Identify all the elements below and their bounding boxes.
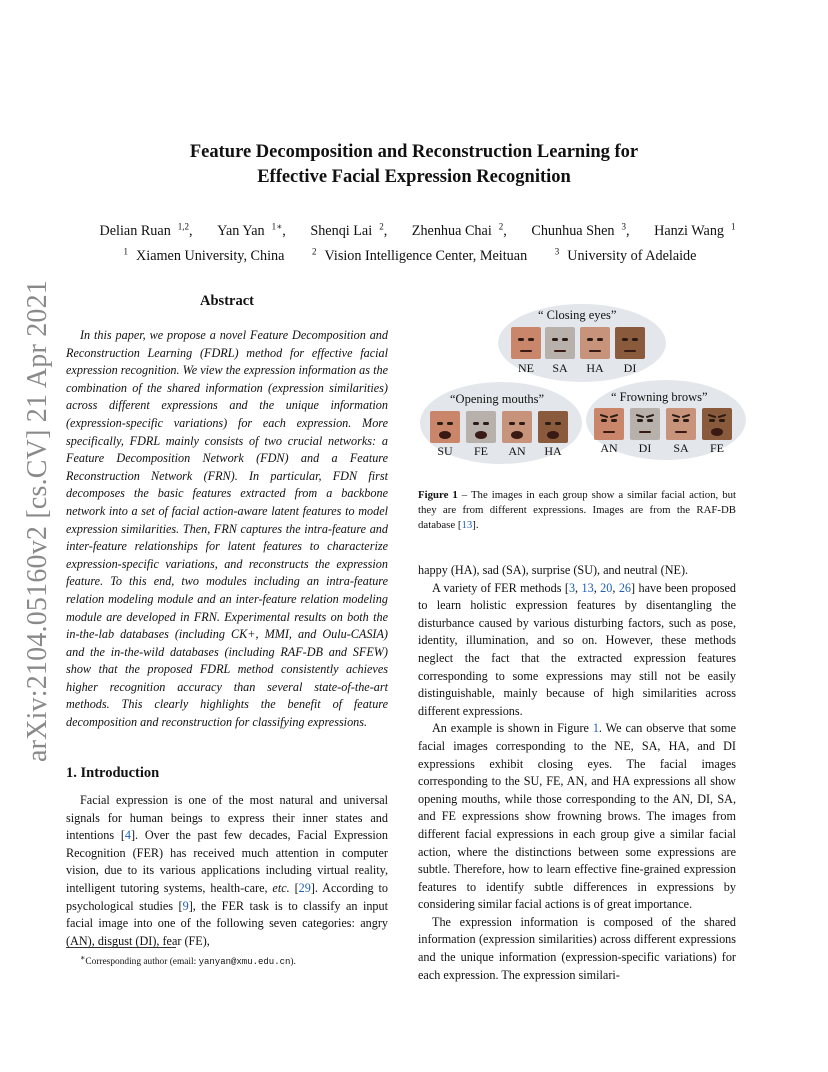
right-column-text — [418, 562, 736, 984]
expression-label: HA — [544, 444, 562, 458]
paragraph: A variety of FER methods [3, 13, 20, 26] have been proposed to learn holistic expression features by disentangling the disturbance caused by various disturbing factors, such as pose, identity, illumination, and so on. However, these methods neglect the fact that the extracted expression features corresponding to some expressions may still not be easily distinguishable, mainly because of high similarities across different expressions. — [418, 580, 737, 718]
citation-link[interactable]: 26 — [618, 580, 631, 595]
author: Hanzi Wang $^1$ — [654, 221, 736, 239]
expression-label: SU — [437, 444, 453, 458]
citation-link[interactable]: 29 — [298, 880, 311, 895]
affiliations — [60, 242, 768, 268]
expression-label: AN — [508, 444, 526, 458]
author-names — [60, 216, 768, 242]
face-image — [702, 408, 732, 440]
expression-label: FE — [473, 444, 488, 458]
face-image — [545, 327, 575, 359]
expression-label: HA — [586, 361, 604, 375]
footnote-divider — [66, 947, 176, 948]
title-line-1: Feature Decomposition and Reconstruction Learning for — [189, 142, 639, 162]
citation-link[interactable]: 3 — [568, 580, 576, 595]
intro-paragraph: Facial expression is one of the most natural and universal signals for human beings to express their inner states and intentions [4]. Over the past few decades, Facial Expression Recognition (FER) has received much attention in computer vision, due to its various applications including virtual reality, intelligent tutoring systems, health-care, etc. [29]. According to psychological studies [9], the FER task is to classify an input facial image into one of the following seven categories: angry (AN), disgust (DI), fear (FE), — [66, 793, 388, 948]
expression-label: SA — [552, 361, 568, 375]
face-image — [594, 408, 624, 440]
author: Shenqi Lai $^2$, — [310, 221, 388, 239]
paragraph: The expression information is composed of the shared information (expression similarities) across different expressions and the unique information (expression-specific variations) for each expression. The expression similari- — [418, 914, 736, 982]
face-image — [466, 411, 496, 443]
author: Delian Ruan $^{1,2}$, — [99, 221, 193, 239]
group-label: “ Closing eyes” — [538, 308, 617, 322]
title-line-2: Effective Facial Expression Recognition — [257, 167, 571, 187]
author: Zhenhua Chai $^2$, — [411, 221, 507, 239]
expression-label: FE — [709, 441, 724, 455]
expression-label: NE — [518, 361, 534, 375]
citation-link[interactable]: 20 — [600, 580, 613, 595]
affiliation: $^1$ Xiamen University, China — [123, 246, 285, 265]
group-label: “ Frowning brows” — [611, 390, 708, 404]
author-block — [60, 216, 768, 267]
face-image — [666, 408, 696, 440]
citation-link[interactable]: 13 — [581, 580, 594, 595]
face-image — [511, 327, 541, 359]
abstract-text: In this paper, we propose a novel Feature Decomposition and Reconstruction Learning (FDRL) method for effective facial expression recognition. We view the expression information as the combination of the shared information (expression similarities) across different expressions and the unique information (expression-specific variations) for each expression. More specifically, FDRL mainly consists of two crucial networks: a Feature Decomposition Network (FDN) and a Feature Reconstruction Network (FRN). In particular, FDN first decomposes the basic features extracted from a backbone network into a set of facial action-aware latent features to model expression similarities. Then, FRN captures the intra-feature and inter-feature relationships for latent features to characterize expression-specific variations, and reconstructs the expression feature. To this end, two modules including an intra-feature relation modeling module and an inter-feature relation modeling module are developed in FRN. Experimental results on both the in-the-lab databases (including CK+, MMI, and Oulu-CASIA) and the in-the-wild databases (including RAF-DB and SFEW) show that the proposed FDRL method consistently achieves higher recognition accuracy than several state-of-the-art methods. This clearly highlights the benefit of feature decomposition and reconstruction for classifying expressions. — [66, 328, 388, 730]
face-image — [430, 411, 460, 443]
face-image — [502, 411, 532, 443]
paper-title — [100, 140, 728, 190]
figure-caption: Figure 1 – The images in each group show a similar facial action, but they are from different expressions. Images are from the RAF-DB database [13]. — [418, 489, 736, 531]
face-image — [538, 411, 568, 443]
affiliation: $^3$ University of Adelaide — [554, 246, 697, 265]
expression-label: DI — [638, 441, 652, 455]
expression-label: DI — [623, 361, 637, 375]
face-image — [630, 408, 660, 440]
expression-label: AN — [600, 441, 618, 455]
paragraph: An example is shown in Figure 1. We can observe that some facial images corresponding to the NE, SA, HA, and DI expressions exhibit closing eyes. The facial images corresponding to the SU, FE, AN, and HA expressions all show opening mouths, while those corresponding to the AN, DI, SA, and FE expressions show frowning brows. The images from different facial expressions in each group give a similar facial action, where the distinctions between some expressions are subtle. Therefore, how to learn effective fine-grained expression features to identify subtle differences in expressions by considering similar facial actions is of great importance. — [418, 721, 736, 912]
group-label: “Opening mouths” — [450, 392, 545, 406]
citation-link[interactable]: 4 — [124, 828, 131, 843]
figure-link[interactable]: 1 — [592, 721, 599, 736]
paragraph: happy (HA), sad (SA), surprise (SU), and neutral (NE). — [418, 563, 689, 577]
author: Yan Yan $^{1∗}$, — [217, 221, 286, 239]
abstract-heading: Abstract — [200, 293, 254, 309]
citation-link[interactable]: 9 — [182, 898, 189, 913]
figure-1 — [418, 300, 748, 480]
arxiv-side-label: arXiv:2104.05160v2 [cs.CV] 21 Apr 2021 — [22, 279, 54, 763]
affiliation: $^2$ Vision Intelligence Center, Meituan — [312, 246, 528, 265]
expression-label: SA — [673, 441, 689, 455]
footnote: ∗Corresponding author (email: yanyan@xmu.edu.cn). — [80, 953, 296, 968]
email: yanyan@xmu.edu.cn — [198, 957, 291, 968]
face-image — [615, 327, 645, 359]
citation-link[interactable]: 13 — [461, 519, 473, 531]
author: Chunhua Shen $^3$, — [531, 221, 630, 239]
face-image — [580, 327, 610, 359]
intro-heading: 1. Introduction — [66, 765, 160, 781]
